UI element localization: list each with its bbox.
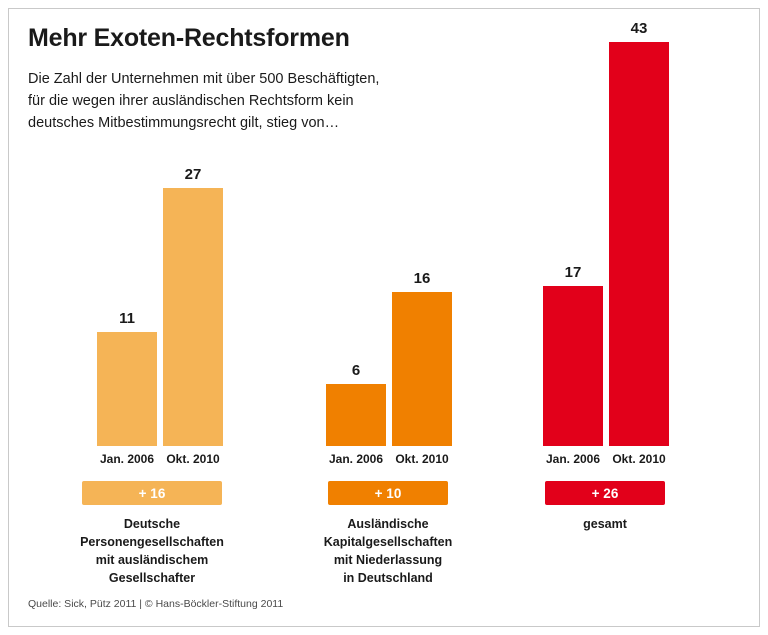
bar-value-label: 11	[119, 310, 135, 327]
caption-line: Kapitalgesellschaften	[323, 535, 453, 550]
bar-category-label: Okt. 2010	[612, 452, 666, 466]
bar-category-label: Okt. 2010	[395, 452, 449, 466]
subtitle-line-1: Die Zahl der Unternehmen mit über 500 Beschäftigten,	[28, 71, 380, 87]
bar-category-label: Okt. 2010	[166, 452, 220, 466]
bar-rect	[97, 332, 157, 446]
bar-category-label: Jan. 2006	[328, 452, 384, 466]
bar-rect	[543, 286, 603, 446]
bar-jan-2006-group1	[97, 310, 157, 446]
page-title: Mehr Exoten-Rechtsformen	[28, 24, 350, 52]
bar-rect	[326, 384, 386, 446]
source-note: Quelle: Sick, Pütz 2011 | © Hans-Böckler-Stiftung 2011	[28, 598, 284, 610]
caption-line: Ausländische	[347, 517, 429, 531]
bar-okt-2010-group3	[609, 20, 669, 446]
bar-okt-2010-group1	[163, 166, 223, 446]
group-caption-group1	[52, 515, 252, 588]
bar-value-label: 16	[413, 270, 431, 287]
delta-badge-group3: + 26	[545, 481, 665, 505]
caption-line: in Deutschland	[343, 571, 433, 586]
caption-line: Gesellschafter	[108, 571, 196, 586]
bar-rect	[163, 188, 223, 446]
bar-value-label: 27	[184, 166, 202, 183]
bar-value-label: 6	[351, 362, 361, 379]
bar-category-label: Jan. 2006	[545, 452, 601, 466]
bar-value-label: 17	[564, 264, 582, 281]
caption-line: gesamt	[583, 517, 627, 531]
bar-okt-2010-group2	[392, 270, 452, 446]
caption-line: Personengesellschaften	[80, 535, 224, 550]
bar-rect	[609, 42, 669, 446]
group-caption-group2	[288, 515, 488, 588]
subtitle-line-3: deutsches Mitbestimmungsrecht gilt, stieg von…	[28, 115, 340, 132]
bar-category-label: Jan. 2006	[99, 452, 155, 466]
caption-line: mit Niederlassung	[333, 553, 443, 568]
bar-jan-2006-group2	[326, 362, 386, 446]
group-caption-group3	[505, 515, 705, 533]
caption-line: mit ausländischem	[95, 553, 209, 568]
bar-rect	[392, 292, 452, 446]
delta-badge-group2: + 10	[328, 481, 448, 505]
subtitle-line-2: für die wegen ihrer ausländischen Rechtsform kein	[28, 93, 354, 110]
bar-jan-2006-group3	[543, 264, 603, 446]
delta-badge-group1: + 16	[82, 481, 222, 505]
bar-value-label: 43	[630, 20, 648, 37]
caption-line: Deutsche	[123, 517, 181, 531]
